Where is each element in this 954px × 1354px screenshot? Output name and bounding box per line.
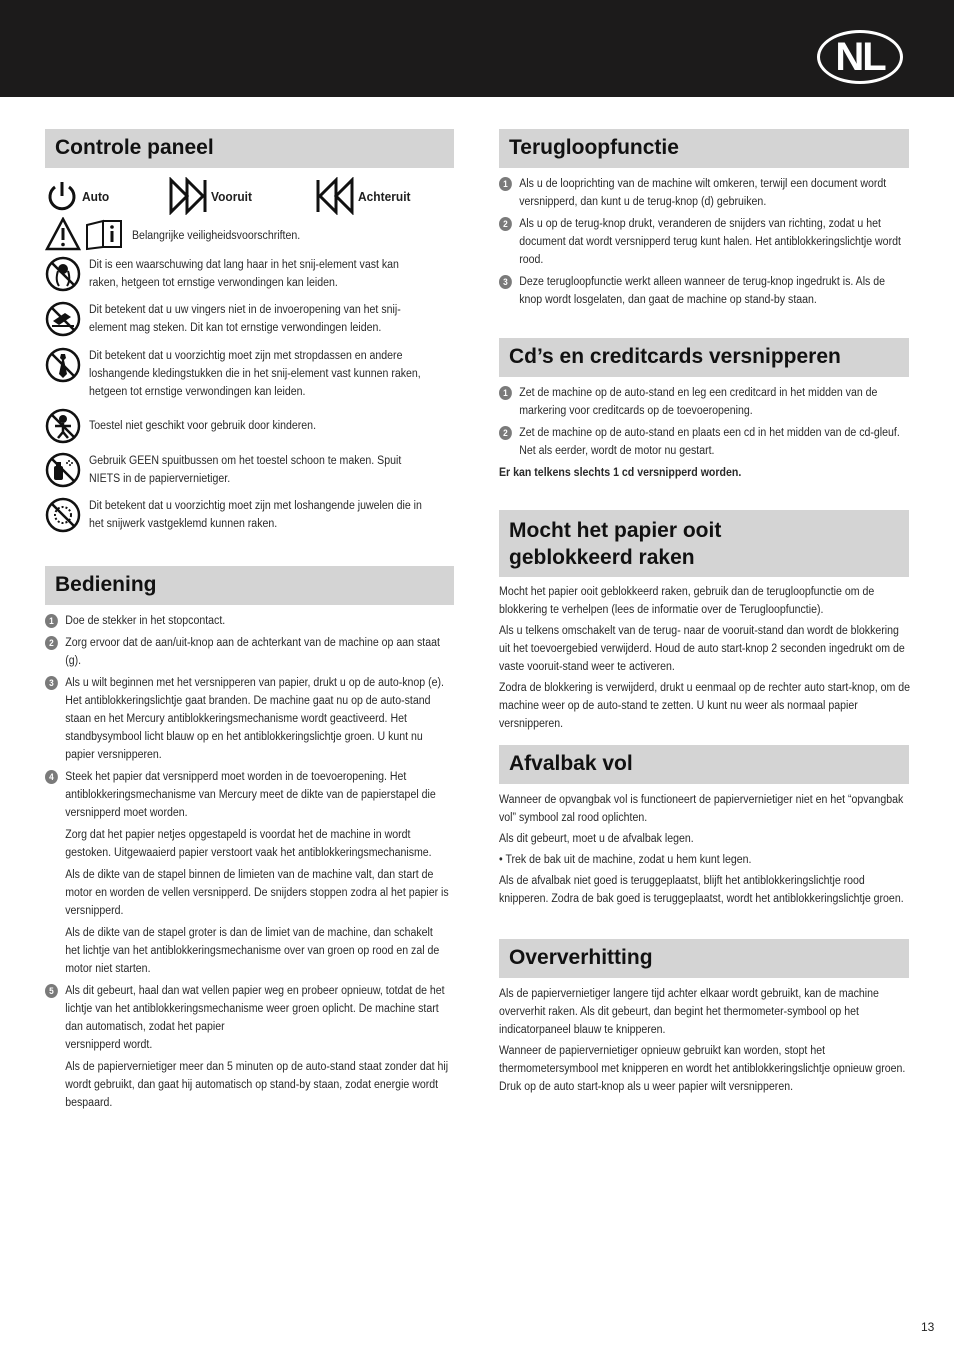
safety-row xyxy=(45,217,301,251)
auto-label: Auto xyxy=(82,188,110,204)
auto-control xyxy=(45,176,112,216)
section-title-cd: Cd’s en creditcards versnipperen xyxy=(499,338,909,377)
manual-info-icon xyxy=(85,217,123,251)
list-item xyxy=(499,215,904,269)
page-number: 13 xyxy=(921,1320,935,1334)
warning-triangle-icon xyxy=(45,217,81,251)
warning-jewelry-text: Dit betekent dat u voorzichtig moet zijn met loshangende juwelen die in het snijwerk vastgeklemd kunnen raken. xyxy=(89,500,422,530)
reverse-control xyxy=(315,176,415,216)
paragraph: Als dit gebeurt, moet u de afvalbak legen. xyxy=(499,833,694,845)
no-fingers-icon xyxy=(45,301,81,337)
section-title-oververhitting: Oververhitting xyxy=(499,939,909,978)
step-number-2: 2 xyxy=(499,426,512,440)
paragraph: Wanneer de opvangbak vol is functioneert de papiervernietiger niet en het “opvangbak vol” symbool zal rood oplichten. xyxy=(499,794,904,824)
step-4-text: Steek het papier dat versnipperd moet worden in de toevoeropening. Het antiblokkeringsmechanisme van Mercury meet de dikte van de papierstapel die versnipperd moet worden. xyxy=(65,771,436,819)
warning-fingers-text: Dit betekent dat u uw vingers niet in de invoeropening van het snij-element mag steken. Dit kan tot ernstige verwondingen leiden. xyxy=(89,304,401,334)
step-number-2: 2 xyxy=(45,636,58,650)
blokkade-content xyxy=(499,583,911,736)
terugloop-step-3: Deze terugloopfunctie werkt alleen wanneer de terug-knop ingedrukt is. Als de knop wordt losgelaten, dan gaat de machine op stand-by staan. xyxy=(519,276,886,306)
section-title-blokkade xyxy=(499,510,909,577)
step-4-paragraph: Zorg dat het papier netjes opgestapeld is voordat het de machine in wordt gestoken. Uitgewaaierd papier verstoort vaak het antiblokkeringsmechanisme. xyxy=(65,829,432,859)
forward-label: Vooruit xyxy=(211,188,252,204)
cd-step-1: Zet de machine op de auto-stand en leg een creditcard in het midden van de markering voor creditcards op de toevoeropening. xyxy=(519,387,878,417)
no-spray-icon xyxy=(45,452,81,488)
warning-row-tie xyxy=(45,347,421,398)
warning-row-fingers xyxy=(45,301,401,337)
list-item xyxy=(45,674,450,764)
terugloop-step-1: Als u de looprichting van de machine wilt omkeren, terwijl een document wordt versnipperd, dan kunt u de terug-knop (d) gebruiken. xyxy=(519,178,887,208)
oververhitting-content xyxy=(499,985,911,1099)
list-item xyxy=(499,384,911,420)
list-item xyxy=(45,982,450,1036)
terugloop-content xyxy=(499,175,904,313)
section-title-afvalbak: Afvalbak vol xyxy=(499,745,909,784)
warning-tie-text: Dit betekent dat u voorzichtig moet zijn met stropdassen en andere loshangende kledingstukken die in het snij-element vast kunnen raken, hetgeen tot ernstige verwondingen kan leiden. xyxy=(89,350,421,398)
no-long-hair-icon xyxy=(45,256,81,292)
afvalbak-content xyxy=(499,791,911,911)
rewind-icon xyxy=(315,177,355,215)
warning-row-hair xyxy=(45,256,399,292)
step-1-text: Doe de stekker in het stopcontact. xyxy=(65,615,226,627)
paragraph: Wanneer de papiervernietiger opnieuw gebruikt kan worden, stopt het thermometersymbool met knipperen en wordt het antiblokkeringslichtje opnieuw groen. Druk op de auto start-knop als u weer papier wilt versnipperen. xyxy=(499,1045,906,1093)
no-jewelry-icon xyxy=(45,497,81,533)
warning-hair-text: Dit is een waarschuwing dat lang haar in het snij-element vast kan raken, hetgeen tot ernstige verwondingen kan leiden. xyxy=(89,259,399,289)
header-bar xyxy=(0,0,954,97)
warning-row-spray xyxy=(45,452,402,488)
list-item xyxy=(499,273,904,309)
list-item xyxy=(45,634,450,670)
paragraph: Als de afvalbak niet goed is teruggeplaatst, blijft het antiblokkeringslichtje rood knipperen. Zodra de bak goed is teruggeplaatst, wordt het antiblokkeringslichtje groen. xyxy=(499,875,904,905)
forward-control xyxy=(168,176,256,216)
warning-spray-text: Gebruik GEEN spuitbussen om het toestel schoon te maken. Spuit NIETS in de papiervernietiger. xyxy=(89,455,402,485)
section-title-bediening: Bediening xyxy=(45,566,454,605)
left-column xyxy=(45,129,454,1109)
blokkade-title-line-2: geblokkeerd raken xyxy=(509,546,695,569)
step-number-3: 3 xyxy=(499,275,512,289)
cd-step-2: Zet de machine op de auto-stand en plaats een cd in het midden van de cd-gleuf. Net als eerder, wordt de motor nu gestart. xyxy=(519,427,900,457)
paragraph: • Trek de bak uit de machine, zodat u hem kunt legen. xyxy=(499,854,752,866)
step-4-paragraph: Als de dikte van de stapel groter is dan de limiet van de machine, dan schakelt het lichtje van het antiblokkeringsmechanisme over van groen op rood en zal de motor niet starten. xyxy=(65,927,440,975)
safety-text: Belangrijke veiligheidsvoorschriften. xyxy=(132,230,301,242)
step-number-4: 4 xyxy=(45,770,58,784)
step-4-paragraph: Als de dikte van de stapel binnen de limieten van de machine valt, dan start de motor en worden de vellen versnipperd. De snijders stoppen zodra al het papier is versnipperd. xyxy=(65,869,449,917)
step-number-5: 5 xyxy=(45,984,58,998)
list-item xyxy=(45,612,450,630)
step-5-continuation: versnipperd wordt. xyxy=(65,1039,153,1051)
power-icon xyxy=(45,179,79,213)
bediening-content xyxy=(45,612,450,1116)
section-title-terugloop: Terugloopfunctie xyxy=(499,129,909,168)
warning-row-jewelry xyxy=(45,497,422,533)
list-item xyxy=(45,768,450,822)
cd-note: Er kan telkens slechts 1 cd versnipperd worden. xyxy=(499,467,742,479)
no-tie-icon xyxy=(45,347,81,383)
paragraph: Zodra de blokkering is verwijderd, drukt u eenmaal op de rechter auto start-knop, om de machine weer op de auto-stand te zetten. U kunt nu weer als normaal papier versnipperen. xyxy=(499,682,911,730)
paragraph: Als u telkens omschakelt van de terug- naar de vooruit-stand dan wordt de blokkering uit het toevoergebied verwijderd. Houd de auto start-knop 2 seconden ingedrukt om de vaste vooruit-stand weer te activeren. xyxy=(499,625,905,673)
terugloop-step-2: Als u op de terug-knop drukt, veranderen de snijders van richting, zodat u het document dat wordt versnipperd terug kunt halen. Het antiblokkeringslichtje wordt rood. xyxy=(519,218,901,266)
fast-forward-icon xyxy=(168,177,208,215)
step-number-1: 1 xyxy=(499,177,512,191)
blokkade-title-line-1: Mocht het papier ooit xyxy=(509,519,722,542)
step-number-1: 1 xyxy=(45,614,58,628)
reverse-label: Achteruit xyxy=(358,188,411,204)
warning-row-children xyxy=(45,408,317,444)
step-number-3: 3 xyxy=(45,676,58,690)
step-3-text: Als u wilt beginnen met het versnipperen van papier, drukt u op de auto-knop (e). Het antiblokkeringslichtje gaat branden. De machine gaat nu op de auto-stand staan en het Mercury antiblokkeringsmechanisme wordt geactiveerd. Het standbysymbool licht blauw op en het antiblokkeringslichtje groen. U kunt nu papier versnipperen. xyxy=(65,677,445,761)
step-5-paragraph: Als de papiervernietiger meer dan 5 minuten op de auto-stand staat zonder dat hij wordt gebruikt, dan gaat hij automatisch op stand-by staan, zodat energie wordt bespaard. xyxy=(65,1061,449,1109)
cd-content xyxy=(499,384,911,482)
step-2-text: Zorg ervoor dat de aan/uit-knop aan de achterkant van de machine op aan staat (g). xyxy=(65,637,440,667)
no-children-icon xyxy=(45,408,81,444)
language-badge: NL xyxy=(817,30,903,84)
list-item xyxy=(499,175,904,211)
paragraph: Als de papiervernietiger langere tijd achter elkaar wordt gebruikt, kan de machine oververhit raken. Als dit gebeurt, dan begint het thermometer-symbool op het indicatorpaneel blauw te knipperen. xyxy=(499,988,879,1036)
step-5-text: Als dit gebeurt, haal dan wat vellen papier weg en probeer opnieuw, totdat de het lichtje van het antiblokkeringsmechanisme weer groen oplicht. De machine start dan automatisch, zodat het papier xyxy=(65,985,445,1033)
list-item xyxy=(499,424,911,460)
step-number-2: 2 xyxy=(499,217,512,231)
warning-children-text: Toestel niet geschikt voor gebruik door kinderen. xyxy=(89,420,317,432)
paragraph: Mocht het papier ooit geblokkeerd raken, gebruik dan de terugloopfunctie om de blokkering te verhelpen (lees de informatie over de Terugloopfunctie). xyxy=(499,586,875,616)
step-number-1: 1 xyxy=(499,386,512,400)
right-column xyxy=(499,129,911,1093)
section-title-controle: Controle paneel xyxy=(45,129,454,168)
